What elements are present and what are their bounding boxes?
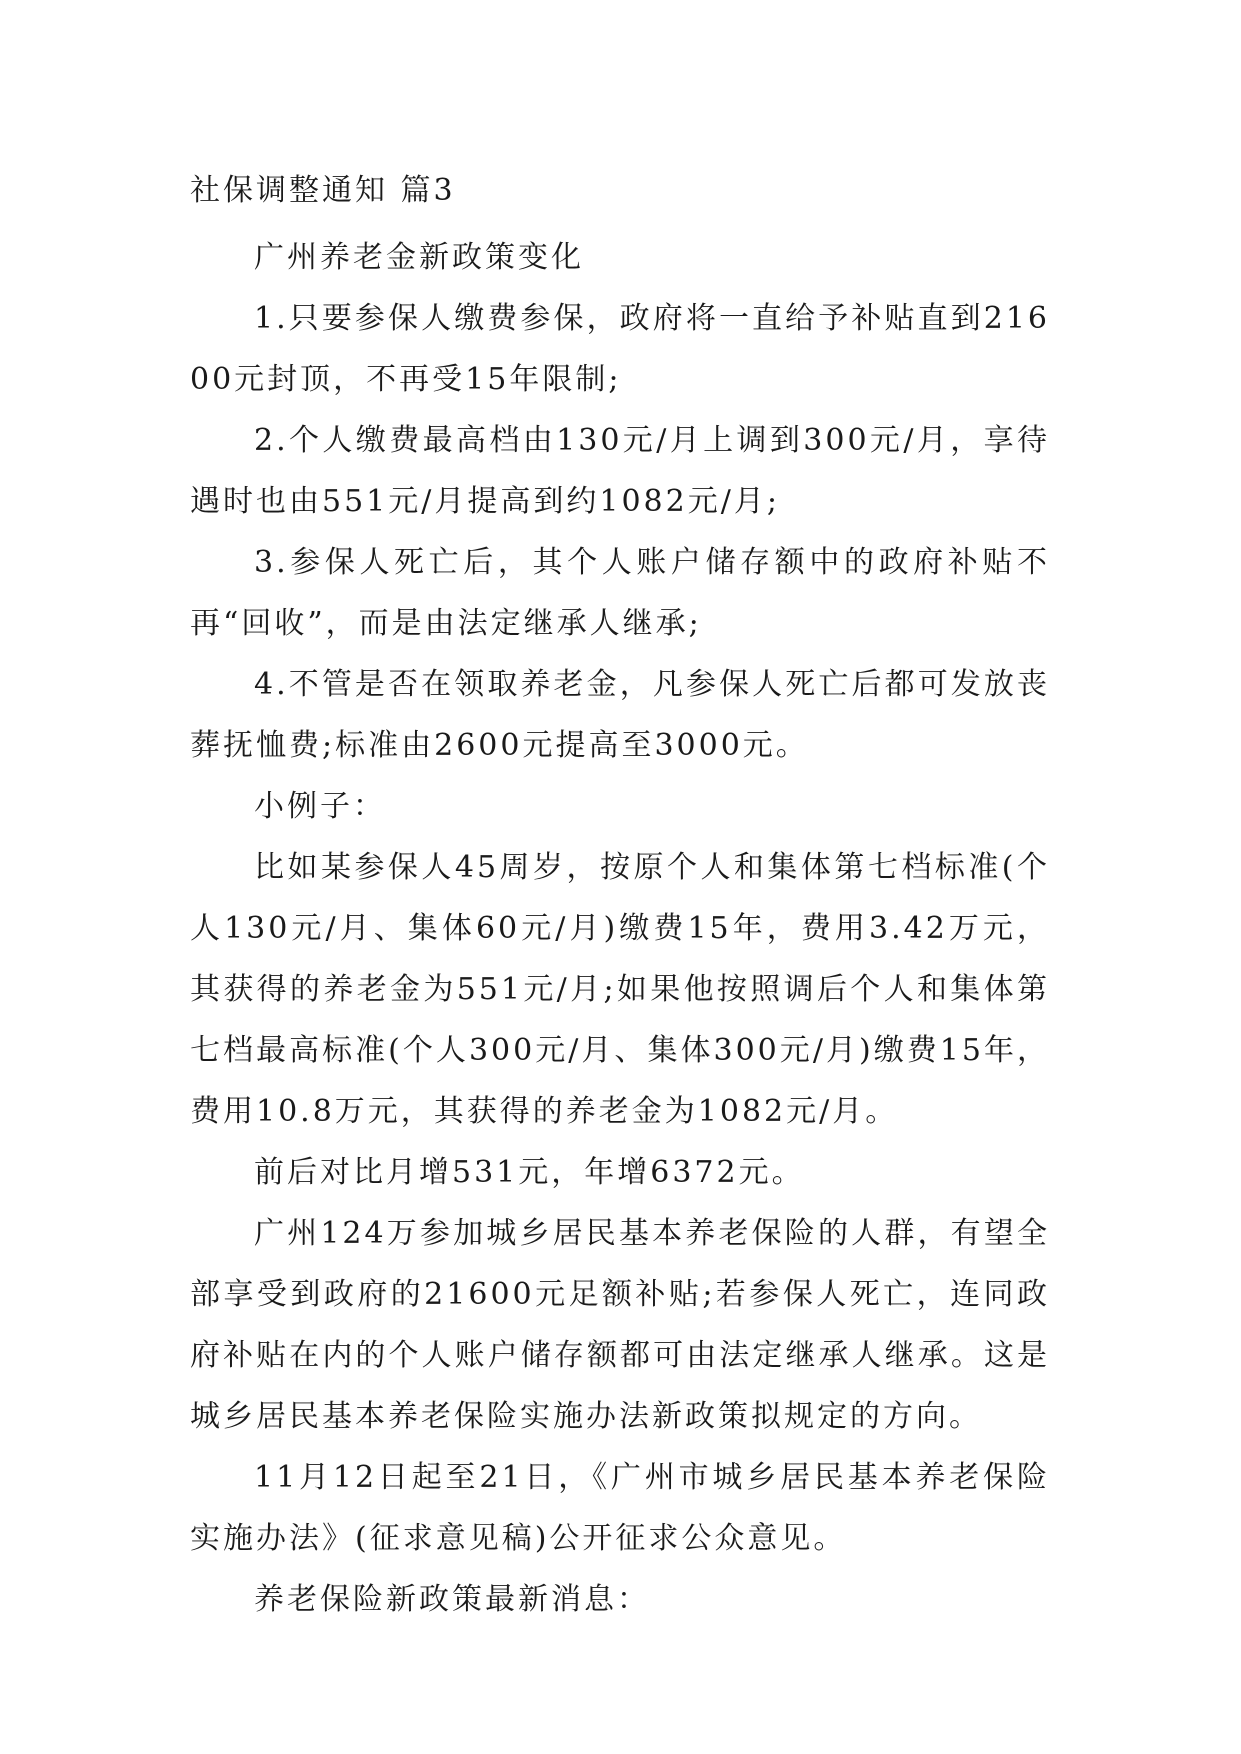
paragraph-point-4: 4.不管是否在领取养老金，凡参保人死亡后都可发放丧葬抚恤费;标准由2600元提高至3000元。: [190, 667, 1050, 763]
paragraph-example: 比如某参保人45周岁，按原个人和集体第七档标准(个人130元/月、集体60元/月)缴费15年，费用3.42万元，其获得的养老金为551元/月;如果他按照调后个人和集体第七档最高标准(个人300元/月、集体300元/月)缴费15年，费用10.8万元，其获得的养老金为1082元/月。: [190, 850, 1050, 1129]
paragraph-policy-heading: 广州养老金新政策变化: [254, 240, 584, 275]
paragraph-point-3: 3.参保人死亡后，其个人账户储存额中的政府补贴不再“回收”，而是由法定继承人继承;: [190, 545, 1050, 641]
paragraph-consultation: 11月12日起至21日，《广州市城乡居民基本养老保险实施办法》(征求意见稿)公开征求公众意见。: [190, 1460, 1050, 1556]
document-title: 社保调整通知 篇3: [190, 173, 456, 208]
paragraph-guangzhou-subsidy: 广州124万参加城乡居民基本养老保险的人群，有望全部享受到政府的21600元足额补贴;若参保人死亡，连同政府补贴在内的个人账户储存额都可由法定继承人继承。这是城乡居民基本养老保险实施办法新政策拟规定的方向。: [190, 1216, 1050, 1434]
paragraph-point-1: 1.只要参保人缴费参保，政府将一直给予补贴直到21600元封顶，不再受15年限制;: [190, 301, 1050, 397]
paragraph-point-2: 2.个人缴费最高档由130元/月上调到300元/月，享待遇时也由551元/月提高到约1082元/月;: [190, 423, 1050, 519]
document-body: [190, 160, 1050, 1630]
paragraph-example-heading: 小例子：: [254, 789, 386, 824]
paragraph-latest-news: 养老保险新政策最新消息：: [254, 1582, 650, 1617]
paragraph-comparison: 前后对比月增531元，年增6372元。: [254, 1155, 805, 1190]
